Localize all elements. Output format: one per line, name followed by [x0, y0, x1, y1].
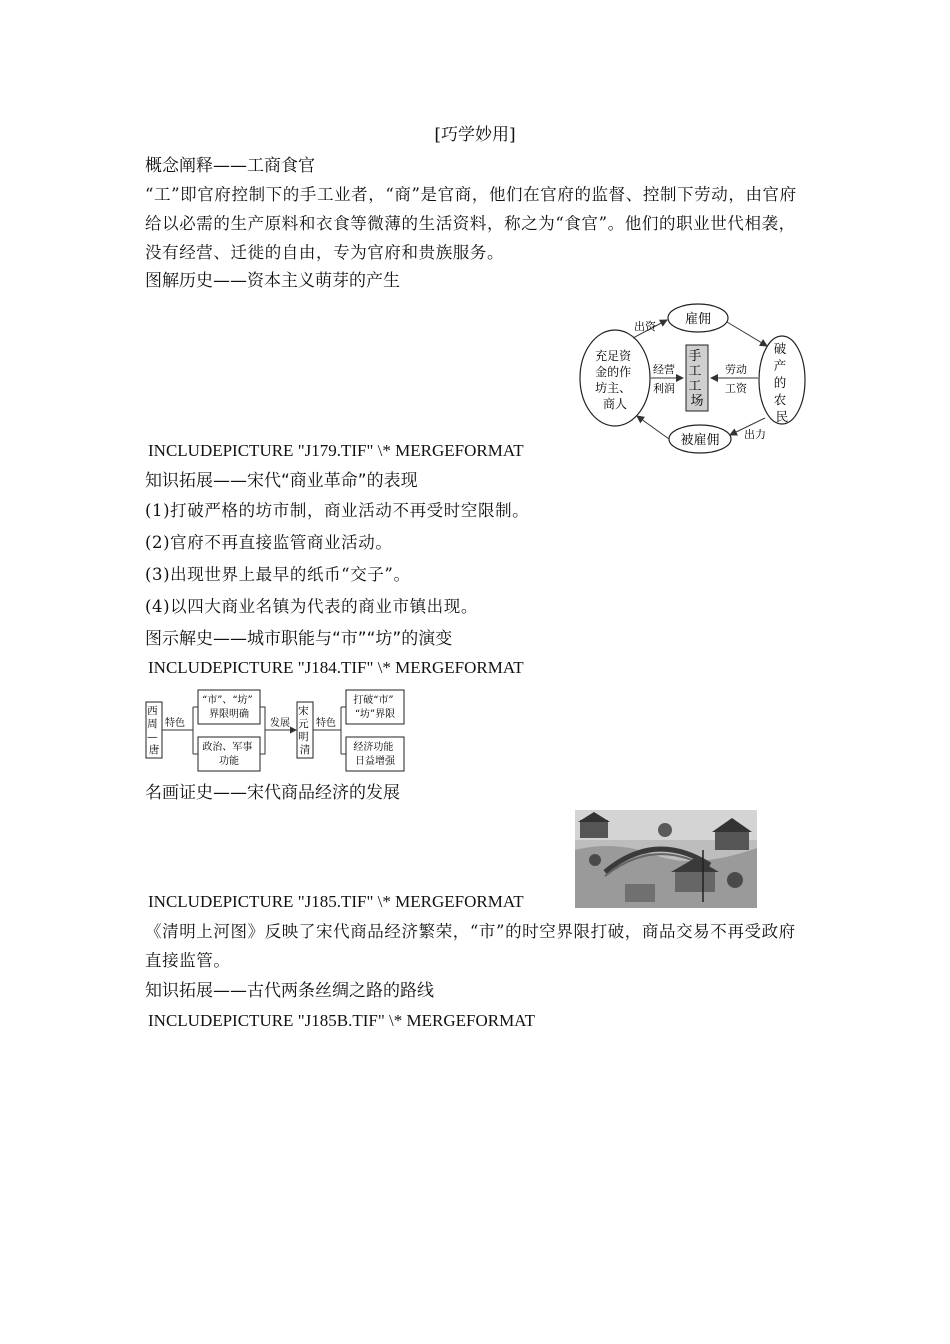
heading-silk-road: 知识拓展——古代两条丝绸之路的路线 — [145, 981, 434, 1001]
peasant-char-2: 产 — [773, 358, 787, 373]
box1-line-1: “市”、“坊” — [202, 695, 253, 706]
peasant-char-5: 民 — [775, 409, 789, 424]
painting-paragraph: 《清明上河图》反映了宋代商品经济繁荣，“市”的时空界限打破，商品交易不再受政府直接监管。 — [145, 922, 796, 970]
wage-label: 工资 — [725, 382, 747, 395]
hire-label: 雇佣 — [684, 312, 712, 327]
box4-line-2: 日益增强 — [355, 756, 395, 767]
workshop-char-1: 手 — [688, 349, 702, 364]
include-j185: INCLUDEPICTURE "J185.TIF" \* MERGEFORMAT — [148, 892, 524, 911]
page-title: [巧学妙用] — [434, 125, 516, 145]
bracket2 — [260, 707, 265, 754]
investor-line-4: 商人 — [602, 397, 628, 411]
labor-label: 劳动 — [725, 363, 747, 376]
hire-to-peasant-arrow — [727, 322, 767, 346]
box2-line-2: 功能 — [219, 756, 239, 767]
list-item: (1)打破严格的坊市制，商业活动不再受时空限制。 — [145, 501, 530, 520]
investor-line-1: 充足资 — [595, 349, 632, 363]
list-item: (2)官府不再直接监管商业活动。 — [145, 533, 393, 552]
era2-char-4: 清 — [299, 744, 311, 756]
era1-char-1: 西 — [147, 705, 158, 717]
era2-char-3: 明 — [298, 731, 309, 743]
heading-commerce-revolution: 知识拓展——宋代“商业革命”的表现 — [145, 471, 418, 491]
workshop-char-3: 工 — [688, 379, 702, 394]
feature1-label: 特色 — [165, 718, 185, 729]
heading-capitalism: 图解历史——资本主义萌芽的产生 — [145, 271, 400, 291]
svg-text:西 周 — 唐 — [147, 705, 161, 756]
investor-line-2: 金的作 — [595, 365, 632, 379]
profit-label: 利润 — [653, 382, 675, 395]
workshop-char-4: 场 — [690, 394, 704, 409]
concept-paragraph: “工”即官府控制下的手工业者，“商”是官商，他们在官府的监督、控制下劳动，由官府给以必需的生产原料和衣食等微薄的生活资料，称之为“食官”。他们的职业世代相袭，没有经营、迁徙的自由，专为官府和贵族服务。 — [145, 185, 797, 262]
feature2-label: 特色 — [316, 718, 336, 729]
heading-city-evolution: 图示解史——城市职能与“市”“坊”的演变 — [145, 629, 453, 649]
city-flow-diagram — [145, 688, 410, 774]
include-j184: INCLUDEPICTURE "J184.TIF" \* MERGEFORMAT — [148, 658, 524, 677]
develop-label: 发展 — [270, 718, 290, 729]
box3-line-2: “坊”界限 — [354, 709, 396, 720]
era2-char-1: 宋 — [298, 705, 309, 717]
qingming-painting-image — [575, 810, 757, 908]
hired-to-investor-arrow — [637, 416, 669, 439]
era1-char-2: 周 — [147, 718, 158, 730]
heading-concept: 概念阐释——工商食官 — [145, 156, 315, 176]
list-item: (4)以四大商业名镇为代表的商业市镇出现。 — [145, 597, 478, 616]
box4-line-1: 经济功能 — [353, 742, 394, 753]
list-item: (3)出现世界上最早的纸币“交子”。 — [145, 565, 411, 584]
invest-label: 出资 — [634, 320, 656, 333]
svg-text:手 工 工 场 — [688, 349, 705, 409]
labor-out-label: 出力 — [744, 428, 766, 441]
investor-line-3: 坊主、 — [595, 381, 632, 395]
era1-char-3: — — [147, 731, 158, 743]
peasant-char-1: 破 — [773, 341, 787, 356]
heading-painting: 名画证史——宋代商品经济的发展 — [145, 783, 400, 803]
svg-text:宋 元 明 清 — [298, 705, 312, 756]
hired-label: 被雇佣 — [680, 433, 720, 448]
include-j185b: INCLUDEPICTURE "J185B.TIF" \* MERGEFORMAT — [148, 1011, 535, 1030]
box3-line-1: 打破“市” — [353, 695, 394, 706]
svg-text:破 产 的 农 — [774, 341, 791, 424]
box1-line-2: 界限明确 — [209, 709, 249, 720]
peasant-char-3: 的 — [773, 375, 787, 390]
box2-line-1: 政治、军事 — [202, 742, 253, 753]
era2-char-2: 元 — [298, 718, 309, 730]
peasant-char-4: 农 — [773, 392, 787, 407]
workshop-char-2: 工 — [688, 364, 702, 379]
era1-char-4: 唐 — [148, 744, 160, 756]
manage-label: 经营 — [653, 363, 675, 376]
capitalism-diagram — [575, 298, 810, 458]
include-j179: INCLUDEPICTURE "J179.TIF" \* MERGEFORMAT — [148, 441, 524, 460]
